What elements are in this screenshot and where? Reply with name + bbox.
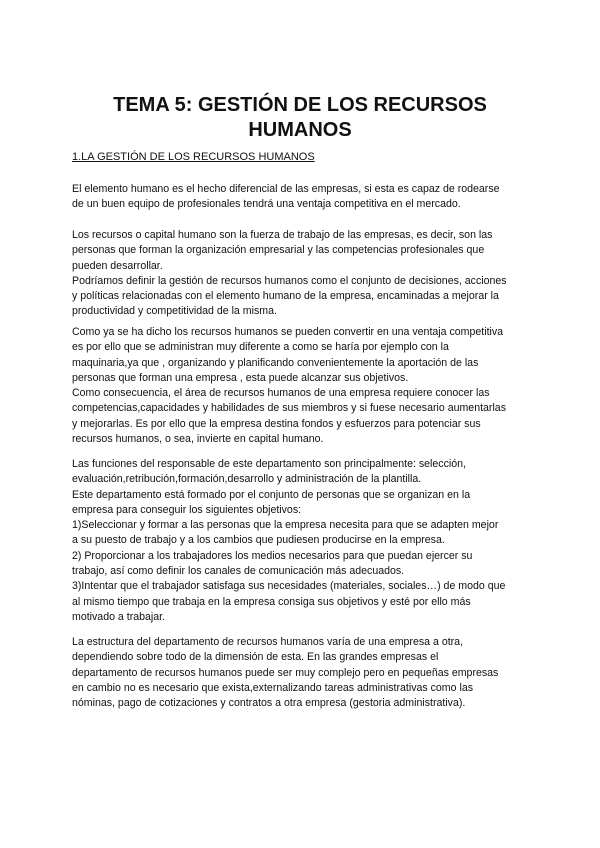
- paragraph: [72, 325, 530, 447]
- text-line: competencias,capacidades y habilidades de sus miembros y si fuese necesario aumentarlas: [72, 402, 506, 415]
- text-line: Este departamento está formado por el conjunto de personas que se organizan en la: [72, 488, 471, 501]
- text-line: recursos humanos, o sea, invierte en capital humano.: [72, 433, 324, 446]
- paragraph: [72, 182, 530, 213]
- text-line: Como consecuencia, el área de recursos humanos de una empresa requiere conocer las: [72, 387, 490, 400]
- text-line: 2) Proporcionar a los trabajadores los medios necesarios para que puedan ejercer su: [72, 549, 473, 562]
- text-line: y mejorarlas. Es por ello que la empresa destina fondos y esfuerzos para potenciar sus: [72, 417, 481, 430]
- text-line: Como ya se ha dicho los recursos humanos se pueden convertir en una ventaja competitiva: [72, 326, 504, 338]
- text-line: pueden desarrollar.: [72, 259, 163, 272]
- text-line: personas que forman la organización empresarial y las competencias profesionales que: [72, 244, 485, 257]
- text-line: nóminas, pago de cotizaciones y contratos a otra empresa (gestoria administrativa).: [72, 697, 466, 710]
- text-line: El elemento humano es el hecho diferencial de las empresas, si esta es capaz de rodearse: [72, 183, 500, 195]
- text-line: personas que forman una empresa , esta puede alcanzar sus objetivos.: [72, 371, 409, 384]
- text-line: productividad y competitividad de la misma.: [72, 305, 277, 318]
- text-line: es por ello que se administran muy diferente a como se haría por ejemplo con la: [72, 341, 449, 354]
- paragraph: [72, 635, 530, 711]
- text-line: al mismo tiempo que trabaja en la empresa consiga sus objetivos y esté por ello más: [72, 595, 471, 608]
- paragraph: [72, 228, 530, 320]
- text-line: Las funciones del responsable de este departamento son principalmente: selección,: [72, 458, 466, 470]
- text-line: maquinaria,ya que , organizando y planificando convenientemente la aportación de las: [72, 356, 479, 369]
- text-line: empresa para conseguir los siguientes objetivos:: [72, 503, 302, 516]
- text-line: Podríamos definir la gestión de recursos humanos como el conjunto de decisiones, acciones: [72, 274, 507, 287]
- text-line: 3)Intentar que el trabajador satisfaga sus necesidades (materiales, sociales…) de modo que: [72, 580, 506, 593]
- paragraph: [72, 457, 530, 625]
- text-line: evaluación,retribución,formación,desarrollo y administración de la plantilla.: [72, 473, 422, 486]
- text-line: en cambio no es necesario que exista,externalizando tareas administrativas como las: [72, 681, 474, 694]
- text-line: trabajo, así como definir los canales de comunicación más adecuados.: [72, 565, 405, 578]
- section-heading: 1.LA GESTIÓN DE LOS RECURSOS HUMANOS: [72, 151, 315, 163]
- text-line: 1)Seleccionar y formar a las personas que la empresa necesita para que se adapten mejor: [72, 519, 499, 532]
- text-line: de un buen equipo de profesionales tendrá una ventaja competitiva en el mercado.: [72, 198, 461, 211]
- title-line: HUMANOS: [248, 119, 352, 141]
- title-line: TEMA 5: GESTIÓN DE LOS RECURSOS: [113, 94, 487, 116]
- text-line: dependiendo sobre todo de la dimensión de esta. En las grandes empresas el: [72, 651, 439, 664]
- text-line: Los recursos o capital humano son la fuerza de trabajo de las empresas, es decir, son las: [72, 229, 493, 241]
- text-line: departamento de recursos humanos puede ser muy complejo pero en pequeñas empresas: [72, 666, 499, 679]
- page-title: [70, 93, 530, 143]
- text-line: y políticas relacionadas con el elemento humano de la empresa, encaminadas a mejorar la: [72, 290, 499, 303]
- text-line: La estructura del departamento de recursos humanos varía de una empresa a otra,: [72, 636, 464, 648]
- text-line: motivado a trabajar.: [72, 610, 166, 623]
- text-line: a su puesto de trabajo y a los cambios que pudiesen producirse en la empresa.: [72, 534, 445, 547]
